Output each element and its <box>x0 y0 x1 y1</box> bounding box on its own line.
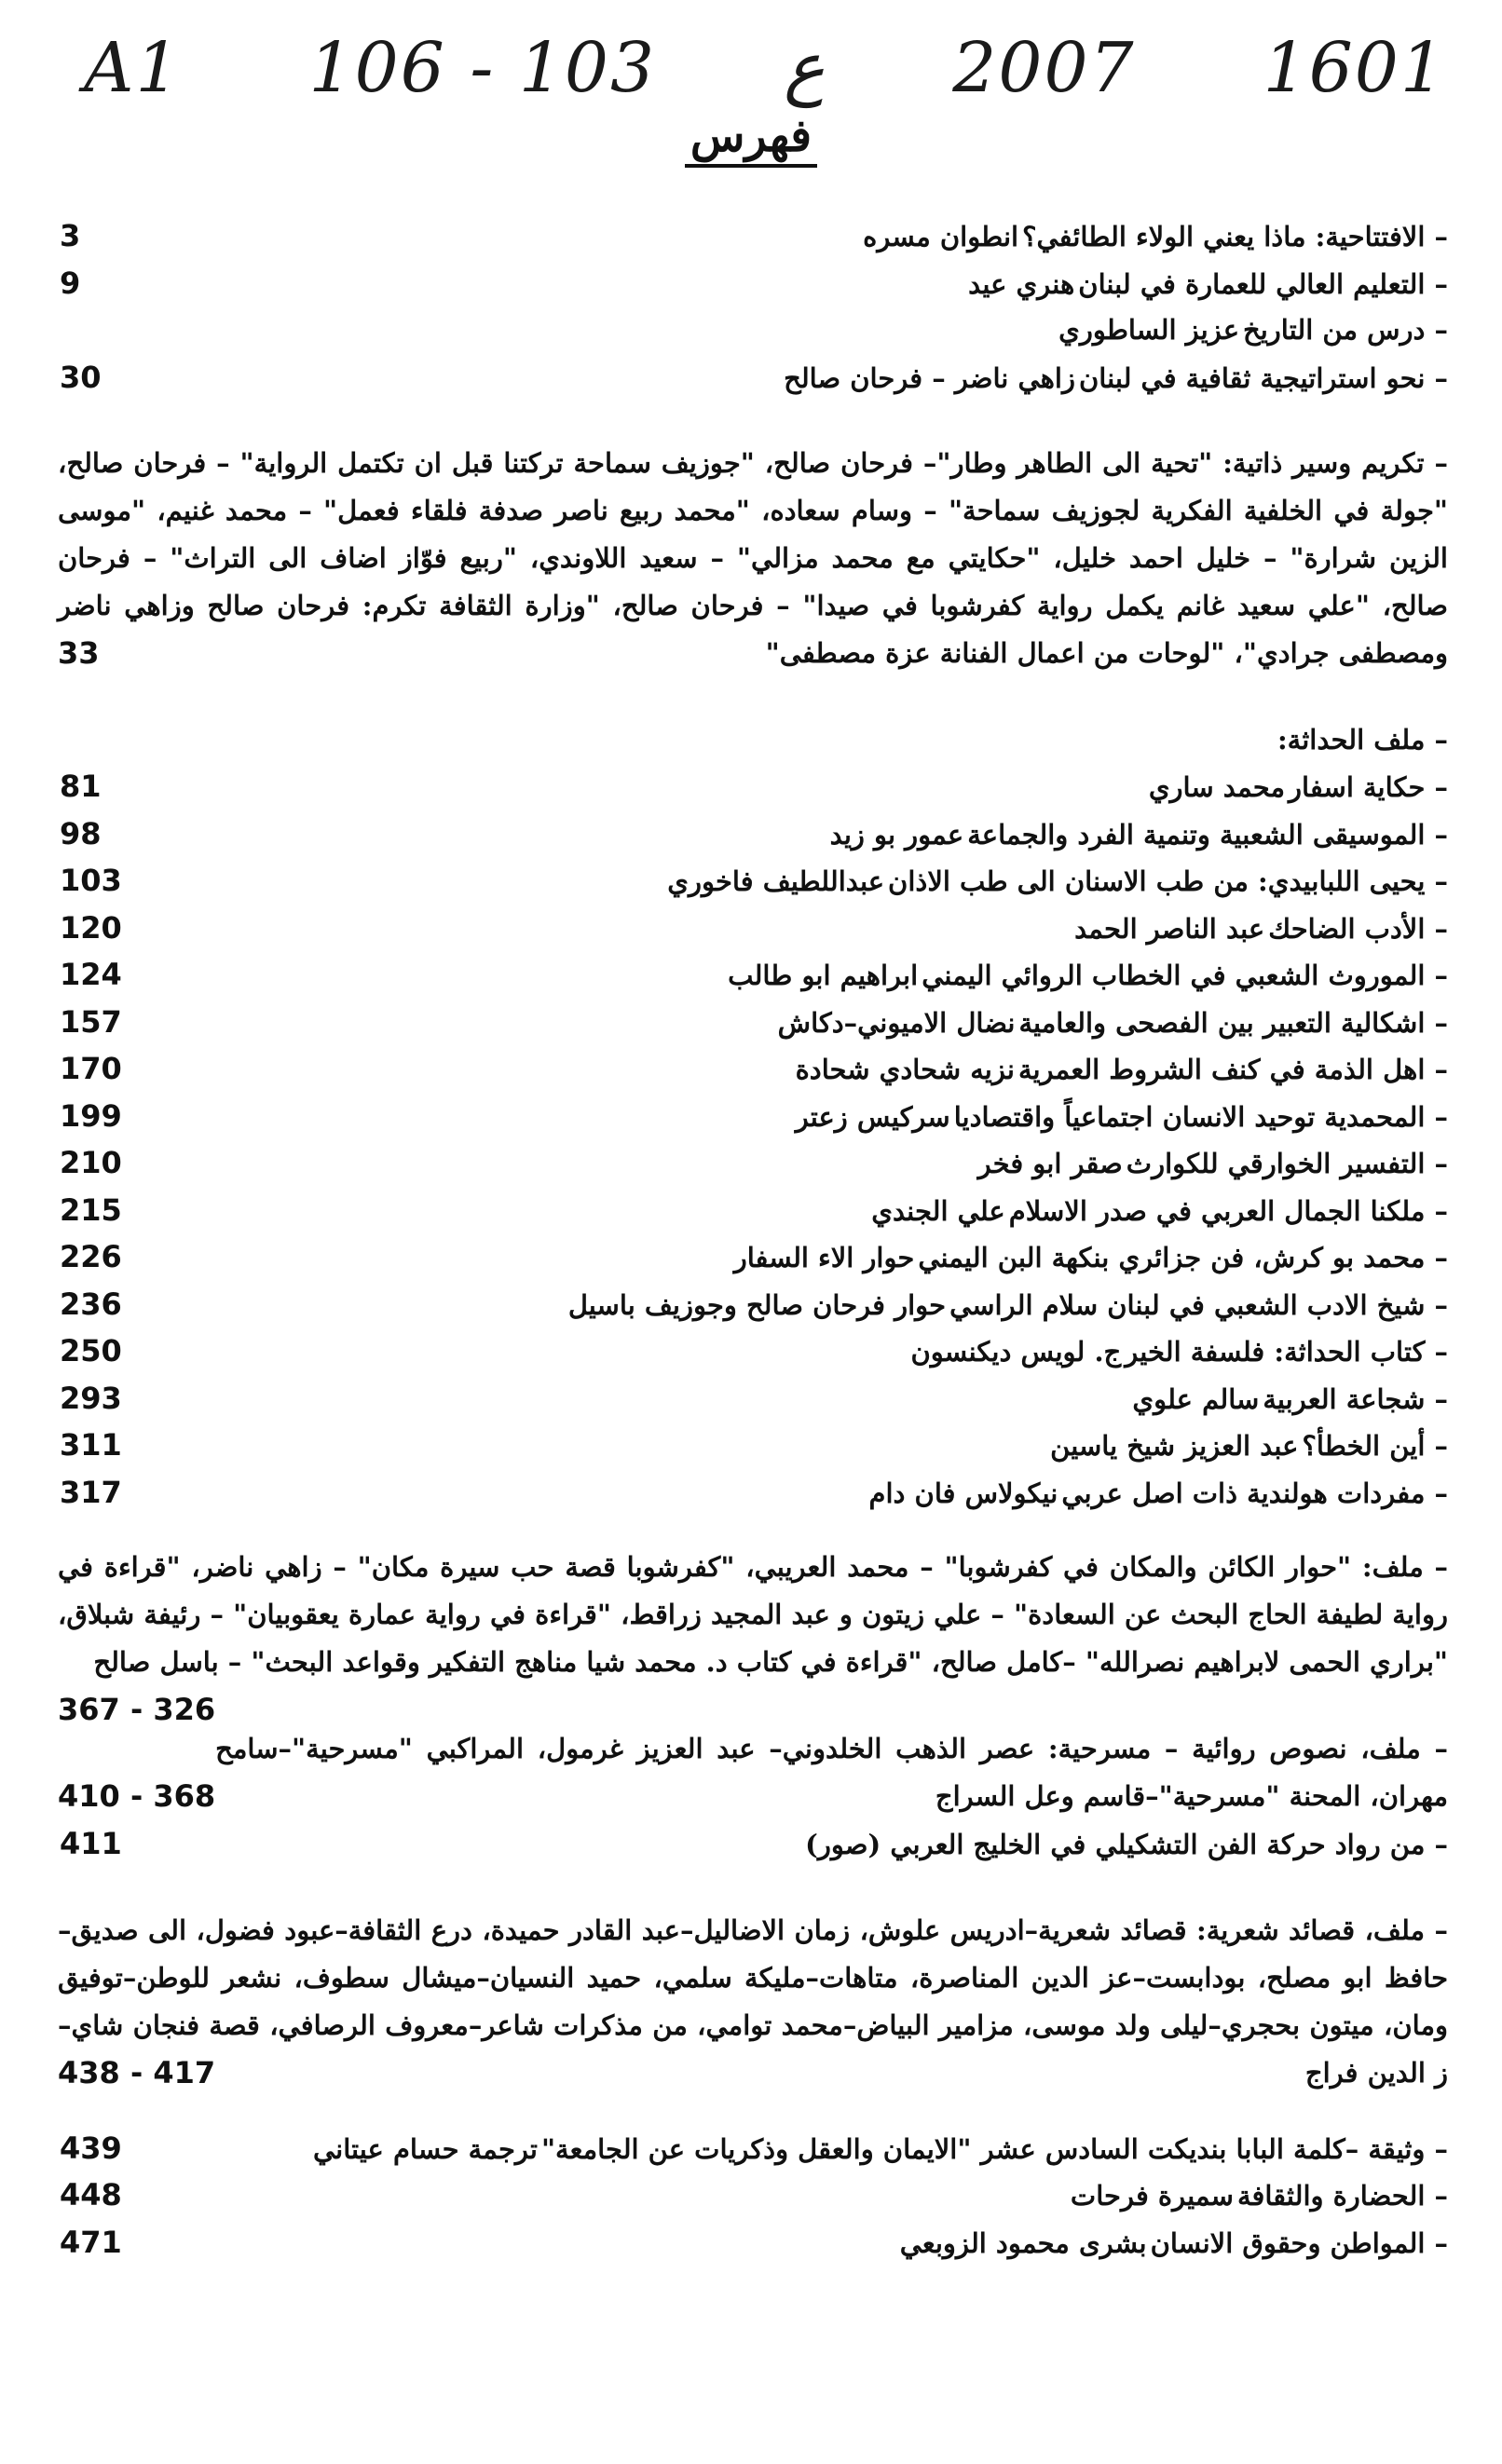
modernity-heading: – ملف الحداثة: <box>1277 724 1448 756</box>
page-title: فهرس <box>0 110 1502 162</box>
handwritten-range: 106 - 103 <box>308 28 657 108</box>
toc-author: نيكولاس فان دام <box>868 1477 1058 1509</box>
file-place-page: 367 - 326 <box>58 1692 216 1727</box>
toc-title: – شيخ الادب الشعبي في لبنان سلام الراسي <box>949 1288 1448 1321</box>
toc-page: 81 <box>60 769 102 804</box>
toc-row <box>58 905 1448 952</box>
toc-page: 311 <box>60 1427 122 1463</box>
toc-author: عزيز الساطوري <box>1058 314 1239 346</box>
file-poems-paragraph <box>58 1907 1448 2097</box>
toc-page: 170 <box>60 1051 122 1086</box>
toc-page: 250 <box>60 1333 122 1368</box>
toc-page: 30 <box>60 359 102 395</box>
toc-author: حوار الاء السفار <box>733 1242 915 1273</box>
toc-title: – الافتتاحية: ماذا يعني الولاء الطائفي؟ <box>1022 221 1448 252</box>
toc-page: 226 <box>60 1239 122 1274</box>
handwritten-a1: A1 <box>84 28 182 108</box>
toc-page: 293 <box>60 1380 122 1416</box>
toc-title: – اشكالية التعبير بين الفصحى والعامية <box>1018 1006 1448 1039</box>
toc-row <box>58 810 1448 858</box>
toc-row <box>58 2125 1448 2172</box>
toc-title: – المحمدية توحيد الانسان اجتماعياً واقتصاديا <box>953 1100 1448 1133</box>
toc-title: – نحو استراتيجية ثقافية في لبنان <box>1078 361 1448 394</box>
toc-page: 471 <box>60 2224 122 2260</box>
toc-row <box>58 354 1448 402</box>
toc-title: – الأدب الضاحك <box>1268 912 1448 945</box>
file-texts-page: 410 - 368 <box>58 1778 216 1814</box>
toc-author: علي الجندي <box>871 1194 1005 1227</box>
toc-title: – حكاية اسفار <box>1289 771 1448 803</box>
handwritten-year: 2007 <box>952 28 1136 108</box>
handwritten-letter: ع <box>784 28 826 108</box>
toc-row <box>58 260 1448 307</box>
tribute-text: – تكريم وسير ذاتية: "تحية الى الطاهر وطار"– فرحان صالح، "جوزيف سماحة تركتنا قبل ان تكتمل الرواية" – فرحان صالح، "جولة في الخلفية الفكرية لجوزيف سماحة" – وسام سعاده، "محمد ربيع ناصر صدفة فلقاء فعمل" – محمد غنيم، "موسى الزين شرارة" – خليل احمد خليل، "حكايتي مع محمد مزالي" – سعيد اللاوندي، "ربيع فوّاز اضاف الى التراث" – فرحان صالح، "علي سعيد غانم يكمل رواية كفرشوبا في صيدا" – فرحان صالح، "وزارة الثقافة تكرم: فرحان صالح وزاهي ناضر ومصطفى جرادي"، "لوحات من اعمال الفنانة عزة مصطفى" <box>58 447 1448 669</box>
toc-title: – اهل الذمة في كنف الشروط العمرية <box>1017 1054 1448 1085</box>
tribute-paragraph <box>58 440 1448 677</box>
toc-author: محمد ساري <box>1148 771 1286 803</box>
toc-row-pioneers <box>58 1820 1448 1868</box>
toc-author: عبد العزيز شيخ ياسين <box>1050 1430 1299 1462</box>
toc-author: عبداللطيف فاخوري <box>667 865 885 897</box>
toc-title: – محمد بو كرش، فن جزائري بنكهة البن اليمني <box>918 1242 1448 1273</box>
tribute-page: 33 <box>58 635 100 671</box>
handwritten-reference <box>84 17 1446 119</box>
toc-title: – درس من التاريخ <box>1243 314 1448 346</box>
toc-page: 210 <box>60 1145 122 1180</box>
file-poems-page: 438 - 417 <box>58 2054 216 2090</box>
toc-page: 9 <box>60 265 81 301</box>
toc-page: 157 <box>60 1003 122 1040</box>
toc-row <box>58 1139 1448 1187</box>
toc-title: – التعليم العالي للعمارة في لبنان <box>1078 267 1448 300</box>
table-of-contents <box>58 212 1448 2266</box>
toc-title: – شجاعة العربية <box>1263 1382 1448 1415</box>
toc-title: – أين الخطأ؟ <box>1302 1430 1448 1462</box>
toc-author: سركيس زعتر <box>795 1100 950 1133</box>
toc-page: 124 <box>60 957 122 992</box>
toc-author: هنري عيد <box>968 267 1075 300</box>
toc-row <box>58 857 1448 905</box>
toc-page: 3 <box>60 218 81 253</box>
toc-page: 439 <box>60 2130 122 2166</box>
toc-title: – المواطن وحقوق الانسان <box>1150 2226 1448 2259</box>
toc-row <box>58 1469 1448 1517</box>
file-place-text: – ملف: "حوار الكائن والمكان في كفرشوبا" – محمد العريبي، "كفرشوبا قصة حب سيرة مكان" – زاهي ناضر، "قراءة في رواية لطيفة الحاج البحث عن السعادة" – علي زيتون و عبد المجيد زراقط، "قراءة في رواية عمارة يعقوبيان" – رئيفة شبلاق، "براري الحمى لابراهيم نصرالله" –كامل صالح، "قراءة في كتاب د. محمد شيا مناهج التفكير وقواعد البحث" – باسل صالح <box>58 1551 1448 1678</box>
toc-row <box>58 1375 1448 1423</box>
toc-title: – من رواد حركة الفن التشكيلي في الخليج العربي (صور) <box>805 1829 1448 1860</box>
toc-author: ترجمة حسام عيتاني <box>312 2132 538 2165</box>
toc-page: 317 <box>60 1474 122 1510</box>
toc-author: انطوان مسره <box>863 221 1019 252</box>
toc-title: – ملكنا الجمال العربي في صدر الاسلام <box>1008 1194 1448 1227</box>
modernity-list <box>58 763 1448 1516</box>
toc-row <box>58 212 1448 260</box>
toc-author: ج. لويس ديكنسون <box>910 1336 1122 1368</box>
toc-title: – الحضارة والثقافة <box>1236 2180 1448 2212</box>
toc-author: عمور بو زيد <box>829 818 964 851</box>
toc-row <box>58 1233 1448 1281</box>
toc-row <box>58 1327 1448 1375</box>
toc-page: 103 <box>60 863 122 898</box>
toc-author: سميرة فرحات <box>1070 2180 1234 2212</box>
toc-author: نضال الاميوني–دكاش <box>777 1006 1016 1039</box>
toc-title: – الموسيقى الشعبية وتنمية الفرد والجماعة <box>967 818 1448 851</box>
toc-row <box>58 1187 1448 1234</box>
toc-title: – الموروث الشعبي في الخطاب الروائي اليمني <box>922 960 1448 991</box>
toc-page: 120 <box>60 909 122 946</box>
toc-page: 411 <box>60 1826 122 1861</box>
toc-author: زاهي ناضر – فرحان صالح <box>784 361 1075 394</box>
toc-title: – يحيى اللبابيدي: من طب الاسنان الى طب الاذان <box>888 865 1448 897</box>
handwritten-number: 1601 <box>1263 28 1446 108</box>
toc-page: 98 <box>60 815 102 851</box>
final-list <box>58 2125 1448 2267</box>
toc-title: – مفردات هولندية ذات اصل عربي <box>1061 1477 1448 1509</box>
toc-author: حوار فرحان صالح وجوزيف باسيل <box>567 1288 947 1321</box>
toc-row <box>58 2171 1448 2219</box>
file-texts-paragraph <box>58 1725 1448 1820</box>
group-opening <box>58 212 1448 401</box>
toc-author: سالم علوي <box>1132 1382 1260 1415</box>
toc-author: عبد الناصر الحمد <box>1074 912 1265 945</box>
toc-page: 236 <box>60 1286 122 1322</box>
toc-author: ابراهيم ابو طالب <box>728 960 919 991</box>
toc-row <box>58 306 1448 354</box>
toc-row <box>58 999 1448 1046</box>
toc-row <box>58 951 1448 999</box>
toc-row <box>58 2219 1448 2267</box>
file-place-paragraph <box>58 1544 1448 1727</box>
toc-row <box>58 1045 1448 1093</box>
toc-page: 199 <box>60 1097 122 1134</box>
toc-title: – وثيقة –كلمة البابا بنديكت السادس عشر "الايمان والعقل وذكريات عن الجامعة" <box>540 2132 1448 2165</box>
toc-row <box>58 1422 1448 1469</box>
toc-author: نزيه شحادي شحادة <box>795 1054 1015 1085</box>
file-texts-text: – ملف، نصوص روائية – مسرحية: عصر الذهب الخلدوني– عبد العزيز غرمول، المراكبي "مسرحية"–سامح مهران، المحنة "مسرحية"–قاسم وعل السراج <box>215 1733 1448 1812</box>
toc-author: صقر ابو فخر <box>977 1148 1123 1179</box>
toc-title: – كتاب الحداثة: فلسفة الخير <box>1125 1336 1448 1368</box>
toc-author: بشرى محمود الزوبعي <box>899 2226 1147 2259</box>
toc-page: 448 <box>60 2177 122 2212</box>
toc-row <box>58 763 1448 810</box>
toc-title: – التفسير الخوارقي للكوارث <box>1126 1148 1448 1179</box>
toc-page: 215 <box>60 1191 122 1228</box>
toc-row <box>58 1281 1448 1328</box>
file-poems-text: – ملف، قصائد شعرية: قصائد شعرية–ادريس علوش، زمان الاضاليل–عبد القادر حميدة، درع الثقافة–عبود فضول، الى صديق–حافظ ابو مصلح، بودابست–عز الدين المناصرة، متاهات–مليكة سلمي، حميد النسيان–ميشال سطوف، نشعر للوطن–توفيق ومان، ميتون بحجري–ليلى ولد موسى، مزامير البياض–محمد توامي، من مذكرات شاعر–معروف الرصافي، قصة فنجان شاي–ز الدين فراج <box>58 1913 1448 2089</box>
toc-row <box>58 1093 1448 1140</box>
